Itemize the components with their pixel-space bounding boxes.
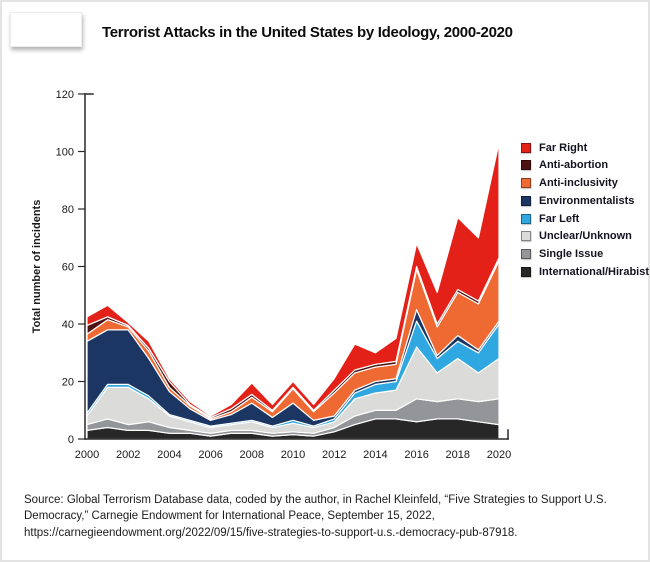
legend-label: Far Left bbox=[539, 212, 580, 225]
legend-item-unclear-unknown bbox=[521, 231, 649, 242]
legend-item-environmentalists bbox=[521, 195, 649, 206]
legend-swatch-anti-inclusivity bbox=[521, 178, 531, 188]
legend-label: Unclear/Unknown bbox=[539, 230, 632, 243]
y-tick-label: 100 bbox=[55, 146, 74, 159]
y-axis-title: Total number of incidents bbox=[31, 199, 43, 334]
legend-swatch-anti-abortion bbox=[521, 160, 531, 170]
y-tick-label: 20 bbox=[61, 376, 74, 389]
x-tick-label: 2000 bbox=[74, 449, 100, 461]
legend-swatch-far-right bbox=[521, 143, 531, 153]
legend-label: International/Hirabist bbox=[539, 266, 650, 279]
legend-item-anti-abortion bbox=[521, 160, 649, 171]
x-tick-label: 2010 bbox=[280, 449, 306, 461]
y-tick-label: 60 bbox=[61, 261, 74, 274]
legend-swatch-unclear-unknown bbox=[521, 231, 531, 241]
x-tick-label: 2004 bbox=[157, 449, 182, 461]
legend-swatch-single-issue bbox=[521, 249, 531, 259]
x-tick-label: 2014 bbox=[363, 449, 388, 461]
source-text: Source: Global Terrorism Database data, coded by the author, in Rachel Kleinfeld, “Five Strategies to Support U.S. Democracy,” Carnegie Endowment for International Peace, September 15, 2022, https://carnegieendowment.org/2022/09/15/five-strategies-to-support-u.s.-democracy-pub-87918. bbox=[24, 494, 607, 539]
y-tick-label: 40 bbox=[61, 318, 74, 331]
legend-item-anti-inclusivity bbox=[521, 178, 649, 189]
x-tick-label: 2002 bbox=[115, 449, 141, 461]
legend-swatch-far-left bbox=[521, 214, 531, 224]
chart-title: Terrorist Attacks in the United States by Ideology, 2000-2020 bbox=[102, 24, 513, 41]
legend-label: Far Right bbox=[539, 141, 588, 154]
legend-label: Single Issue bbox=[539, 248, 604, 261]
legend-item-far-right bbox=[521, 142, 649, 153]
legend-swatch-international-hirabist bbox=[521, 267, 531, 277]
y-tick-label: 80 bbox=[61, 203, 74, 216]
legend-swatch-environmentalists bbox=[521, 196, 531, 206]
legend-item-single-issue bbox=[521, 249, 649, 260]
x-tick-label: 2008 bbox=[239, 449, 265, 461]
x-tick-label: 2018 bbox=[445, 449, 471, 461]
chart-legend bbox=[521, 142, 649, 284]
y-tick-label: 120 bbox=[55, 88, 74, 101]
legend-item-international-hirabist bbox=[521, 267, 649, 278]
x-tick-label: 2006 bbox=[198, 449, 223, 461]
legend-label: Anti-abortion bbox=[539, 159, 609, 172]
legend-label: Environmentalists bbox=[539, 194, 635, 207]
legend-item-far-left bbox=[521, 213, 649, 224]
x-tick-label: 2012 bbox=[321, 449, 347, 461]
x-tick-label: 2020 bbox=[486, 449, 512, 461]
y-tick-label: 0 bbox=[67, 433, 74, 446]
x-tick-label: 2016 bbox=[404, 449, 429, 461]
legend-label: Anti-inclusivity bbox=[539, 177, 618, 190]
